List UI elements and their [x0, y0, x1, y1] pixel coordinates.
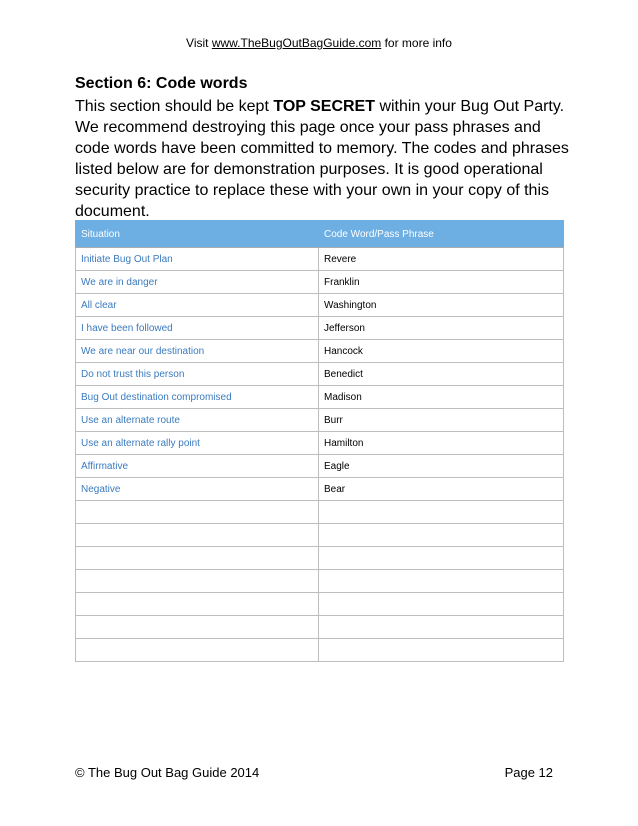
table-row	[76, 271, 564, 294]
situation-cell: All clear	[76, 294, 319, 317]
code-word-cell	[319, 616, 564, 639]
code-word-cell: Eagle	[319, 455, 564, 478]
header-code-word: Code Word/Pass Phrase	[319, 221, 564, 248]
situation-cell: I have been followed	[76, 317, 319, 340]
situation-cell: Negative	[76, 478, 319, 501]
situation-cell: Initiate Bug Out Plan	[76, 248, 319, 271]
section-6	[75, 74, 575, 222]
situation-cell: We are near our destination	[76, 340, 319, 363]
situation-cell: Use an alternate rally point	[76, 432, 319, 455]
table-row	[76, 248, 564, 271]
code-word-cell: Madison	[319, 386, 564, 409]
situation-cell	[76, 593, 319, 616]
table-row	[76, 639, 564, 662]
table-row	[76, 363, 564, 386]
table-header-row	[76, 221, 564, 248]
website-link[interactable]: www.TheBugOutBagGuide.com	[211, 36, 382, 50]
code-word-cell: Jefferson	[319, 317, 564, 340]
situation-cell: Affirmative	[76, 455, 319, 478]
table-row	[76, 593, 564, 616]
table-row	[76, 478, 564, 501]
code-word-cell: Bear	[319, 478, 564, 501]
code-word-cell: Burr	[319, 409, 564, 432]
situation-cell	[76, 547, 319, 570]
code-word-cell: Revere	[319, 248, 564, 271]
description-part-2: within your Bug Out Party. We recommend destroying this page once your pass phrases and code words have been committed to memory. The codes and phrases listed below are for demonstration purposes. It is good operational security practice to replace these with your own in your copy of this document.	[75, 98, 569, 220]
code-word-cell	[319, 570, 564, 593]
table-row	[76, 317, 564, 340]
code-word-cell: Benedict	[319, 363, 564, 386]
table-row	[76, 616, 564, 639]
situation-cell	[76, 639, 319, 662]
header-suffix: for more info	[381, 36, 452, 50]
code-word-cell	[319, 524, 564, 547]
table-row	[76, 524, 564, 547]
code-word-cell	[319, 593, 564, 616]
table-row	[76, 570, 564, 593]
table-row	[76, 501, 564, 524]
code-word-cell	[319, 501, 564, 524]
code-words-table	[75, 220, 564, 662]
table-row	[76, 547, 564, 570]
description-part-1: This section should be kept	[75, 98, 274, 115]
code-word-cell	[319, 547, 564, 570]
table-row	[76, 409, 564, 432]
situation-cell	[76, 501, 319, 524]
table-row	[76, 386, 564, 409]
table-row	[76, 294, 564, 317]
situation-cell: We are in danger	[76, 271, 319, 294]
situation-cell: Bug Out destination compromised	[76, 386, 319, 409]
code-word-cell	[319, 639, 564, 662]
top-secret-emphasis: TOP SECRET	[273, 98, 375, 115]
table-row	[76, 455, 564, 478]
section-description	[75, 96, 575, 222]
header-prefix: Visit	[186, 36, 212, 50]
page-header	[0, 35, 638, 51]
section-title: Section 6: Code words	[75, 75, 248, 92]
table-row	[76, 432, 564, 455]
situation-cell	[76, 524, 319, 547]
header-situation: Situation	[76, 221, 319, 248]
footer-page-number: Page 12	[504, 765, 553, 780]
situation-cell: Use an alternate route	[76, 409, 319, 432]
code-word-cell: Washington	[319, 294, 564, 317]
situation-cell: Do not trust this person	[76, 363, 319, 386]
table-row	[76, 340, 564, 363]
code-word-cell: Hancock	[319, 340, 564, 363]
situation-cell	[76, 570, 319, 593]
table-body	[76, 248, 564, 662]
situation-cell	[76, 616, 319, 639]
code-word-cell: Franklin	[319, 271, 564, 294]
code-word-cell: Hamilton	[319, 432, 564, 455]
footer-copyright: © The Bug Out Bag Guide 2014	[75, 765, 260, 780]
